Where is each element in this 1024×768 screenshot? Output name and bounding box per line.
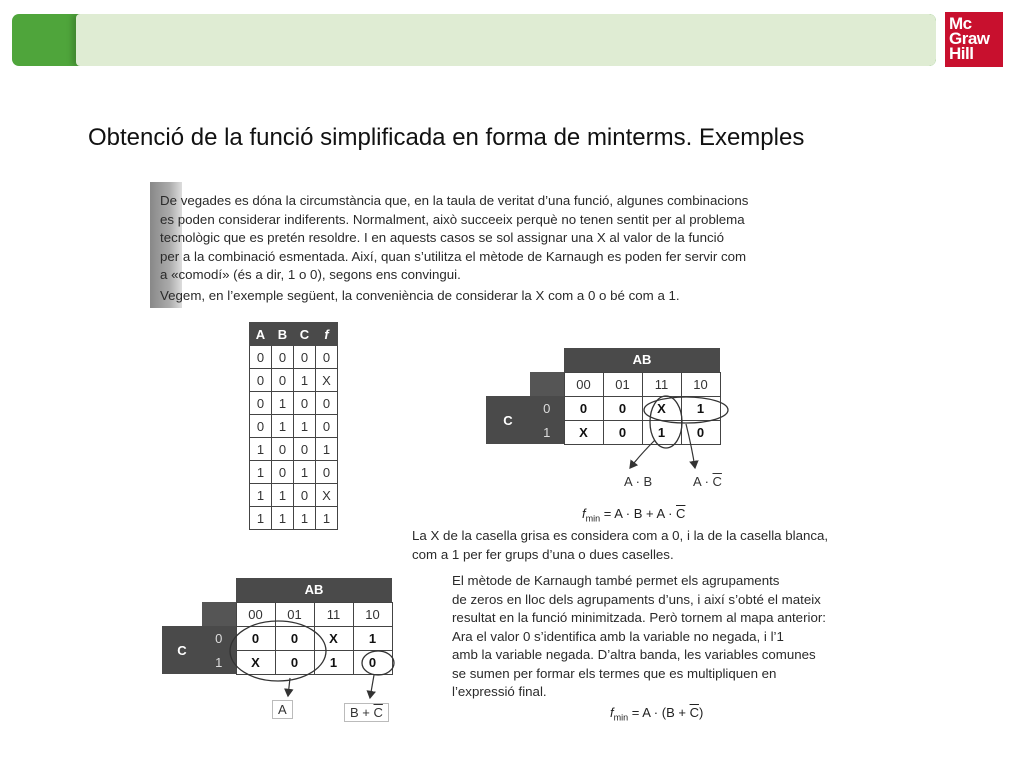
kmap2-formula-bar: $\overline{C}$: [689, 705, 699, 720]
kmap1-cell: 0: [603, 420, 642, 444]
truth-table-row: [250, 438, 338, 461]
kmap2-side-label: C: [162, 626, 202, 674]
truth-table-cell: 0: [250, 392, 272, 415]
kmap1-term-right-bar: $\overline{C}$: [712, 474, 722, 489]
kmap2-corner: [202, 602, 236, 626]
truth-table-cell: 1: [294, 461, 316, 484]
kmap2-term-right-bar: $\overline{C}$: [373, 705, 383, 720]
truth-table-cell: 0: [294, 438, 316, 461]
note-2: [452, 572, 852, 702]
mcgraw-hill-logo: [945, 12, 1003, 67]
karnaugh-map-2: [162, 578, 393, 675]
kmap1-col-label: 01: [603, 372, 642, 396]
kmap2-top-label: AB: [236, 578, 392, 602]
logo-line-2: Graw: [949, 29, 990, 48]
kmap2-cell: 0: [275, 626, 314, 650]
logo-line-3: Hill: [949, 44, 974, 63]
truth-table-row: [250, 507, 338, 530]
kmap1-col-label: 10: [681, 372, 720, 396]
kmap1-term-left: A · B: [624, 474, 653, 489]
truth-table-header: C: [294, 323, 316, 346]
kmap1-cell: 1: [642, 420, 681, 444]
kmap1-cell: 0: [564, 396, 603, 420]
kmap2-arrow-a: [288, 678, 290, 696]
note-2-line: se sumen per formar els termes que es multipliquen en: [452, 665, 777, 681]
note-2-line: amb la variable negada. D’altra banda, les variables comunes: [452, 647, 816, 662]
kmap2-cell: 0: [275, 650, 314, 674]
kmap2-col-label: 10: [353, 602, 392, 626]
truth-table-cell: 1: [294, 507, 316, 530]
note-1-line: com a 1 per fer grups d’una o dues caselles.: [412, 546, 674, 562]
kmap1-col-label: 11: [642, 372, 681, 396]
note-2-line: El mètode de Karnaugh també permet els agrupaments: [452, 573, 780, 588]
kmap2-formula: [610, 705, 703, 723]
kmap2-cell: 1: [314, 650, 353, 674]
truth-table-cell: 1: [316, 507, 338, 530]
truth-table-cell: 0: [294, 484, 316, 507]
kmap2-term-left: A: [272, 700, 293, 719]
note-2-line: resultat en la funció minimitzada. Però tornem al mapa anterior:: [452, 610, 826, 625]
truth-table-cell: 0: [272, 346, 294, 369]
intro-line: Vegem, en l’exemple següent, la conveniència de considerar la X com a 0 o bé com a 1.: [160, 287, 680, 303]
note-1-line: La X de la casella grisa es considera com a 0, i la de la casella blanca,: [412, 528, 829, 543]
note-2-line: l’expressió final.: [452, 684, 547, 699]
kmap1-term-right-prefix: A ·: [693, 474, 713, 489]
kmap1-side-label: C: [486, 396, 530, 444]
truth-table-cell: 1: [294, 369, 316, 392]
kmap2-col-label: 01: [275, 602, 314, 626]
truth-table-cell: X: [316, 369, 338, 392]
truth-table-cell: 0: [250, 415, 272, 438]
kmap2-formula-end: ): [698, 705, 704, 720]
kmap2-cell: 1: [353, 626, 392, 650]
truth-table-cell: 0: [272, 461, 294, 484]
kmap2-formula-sub: min: [613, 712, 629, 723]
intro-line: a «comodí» (és a dir, 1 o 0), segons ens convingui.: [160, 267, 461, 283]
note-1: [412, 527, 852, 564]
truth-table-cell: 0: [316, 346, 338, 369]
truth-table-header: B: [272, 323, 294, 346]
kmap1-cell: X: [642, 396, 681, 420]
intro-line: De vegades es dóna la circumstància que, en la taula de veritat d’una funció, algunes combinacions: [160, 193, 749, 208]
truth-table-row: [250, 346, 338, 369]
logo-line-1: Mc: [949, 14, 972, 33]
truth-table-cell: 1: [272, 392, 294, 415]
karnaugh-map-1: [486, 348, 721, 445]
truth-table-row: [250, 461, 338, 484]
note-2-line: Ara el valor 0 s’identifica amb la variable no negada, i l’1: [452, 628, 784, 644]
truth-table-cell: 0: [316, 415, 338, 438]
kmap1-corner: [530, 372, 564, 396]
kmap2-col-label: 11: [314, 602, 353, 626]
note-2-line: de zeros en lloc dels agrupaments d’uns, i així s’obté el mateix: [452, 591, 821, 607]
truth-table-cell: 0: [250, 369, 272, 392]
kmap2-col-label: 00: [236, 602, 275, 626]
truth-table-cell: 0: [272, 369, 294, 392]
kmap1-formula-f: f: [582, 506, 586, 521]
kmap2-term-right-prefix: B +: [350, 705, 374, 720]
truth-table-cell: 0: [294, 392, 316, 415]
truth-table-cell: 0: [316, 461, 338, 484]
truth-table-cell: 1: [250, 484, 272, 507]
intro-line: es poden considerar indiferents. Normalment, això succeeix perquè no tenen sentit per al problema: [160, 211, 745, 227]
kmap2-formula-body: = A · (B +: [628, 705, 690, 720]
kmap1-cell: 0: [603, 396, 642, 420]
kmap2-cell: X: [236, 650, 275, 674]
kmap1-cell: X: [564, 420, 603, 444]
header-banner: [12, 14, 936, 66]
truth-table-header: A: [250, 323, 272, 346]
kmap1-term-right: [693, 474, 722, 489]
kmap1-formula-sub: min: [585, 513, 601, 524]
kmap2-cell: 0: [236, 626, 275, 650]
intro-line: tecnològic que es pretén resoldre. I en aquests casos se sol assignar una X al valor de la funció: [160, 230, 724, 246]
kmap1-top-label: AB: [564, 348, 720, 372]
kmap2-cell: X: [314, 626, 353, 650]
truth-table-cell: 1: [250, 438, 272, 461]
kmap1-cell: 0: [681, 420, 720, 444]
kmap2-term-right: [344, 703, 389, 722]
truth-table-cell: 1: [294, 415, 316, 438]
truth-table-cell: 1: [250, 507, 272, 530]
truth-table-cell: 0: [316, 392, 338, 415]
kmap2-row-label: 0: [202, 626, 236, 650]
truth-table-cell: 1: [316, 438, 338, 461]
truth-table-cell: 0: [272, 438, 294, 461]
truth-table: [249, 322, 338, 530]
truth-table-row: [250, 484, 338, 507]
intro-line: per a la combinació esmentada. Així, quan s’utilitza el mètode de Karnaugh es poden fer servir com: [160, 248, 747, 264]
truth-table-row: [250, 415, 338, 438]
truth-table-cell: X: [316, 484, 338, 507]
kmap1-formula-bar: $\overline{C}$: [676, 506, 686, 521]
kmap1-row-label: 0: [530, 396, 564, 420]
truth-table-cell: 1: [272, 415, 294, 438]
header-banner-inner: [76, 14, 936, 66]
truth-table-row: [250, 392, 338, 415]
kmap2-arrow-bc: [370, 675, 374, 698]
truth-table-cell: 1: [250, 461, 272, 484]
kmap1-formula: [582, 506, 685, 524]
kmap2-row-label: 1: [202, 650, 236, 674]
truth-table-cell: 1: [272, 507, 294, 530]
kmap1-cell: 1: [681, 396, 720, 420]
kmap1-formula-body: = A · B + A ·: [600, 506, 677, 521]
intro-paragraph: [160, 192, 800, 306]
truth-table-header: f: [316, 323, 338, 346]
kmap1-row-label: 1: [530, 420, 564, 444]
truth-table-cell: 0: [250, 346, 272, 369]
slide-title: Obtenció de la funció simplificada en forma de minterms. Exemples: [88, 124, 805, 151]
truth-table-row: [250, 369, 338, 392]
truth-table-cell: 0: [294, 346, 316, 369]
kmap2-formula-f: f: [610, 705, 614, 720]
kmap1-col-label: 00: [564, 372, 603, 396]
truth-table-cell: 1: [272, 484, 294, 507]
kmap2-cell: 0: [353, 650, 392, 674]
